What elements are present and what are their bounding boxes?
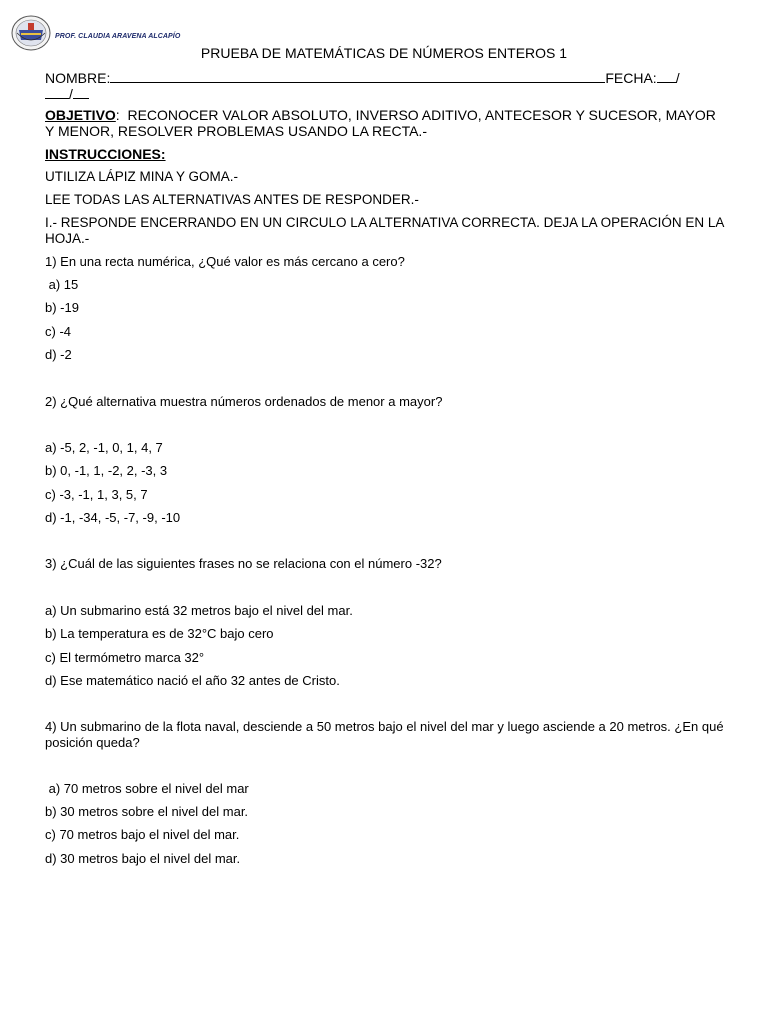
question-2-option-c[interactable]: c) -3, -1, 1, 3, 5, 7 <box>45 487 148 502</box>
date-year-blank[interactable] <box>73 86 89 99</box>
question-1-option-a[interactable]: a) 15 <box>45 277 79 292</box>
date-month-blank[interactable] <box>45 86 69 99</box>
question-3-option-d[interactable]: d) Ese matemático nació el año 32 antes de Cristo. <box>45 673 340 688</box>
date-separator: / <box>675 70 680 86</box>
name-label: NOMBRE: <box>45 70 111 86</box>
question-2-option-d[interactable]: d) -1, -34, -5, -7, -9, -10 <box>45 510 181 525</box>
date-label: FECHA: <box>605 70 657 86</box>
objective-text: RECONOCER VALOR ABSOLUTO, INVERSO ADITIVO, ANTECESOR Y SUCESOR, MAYOR Y MENOR, RESOLVER PROBLEMAS USANDO LA RECTA.- <box>45 107 720 139</box>
professor-name: PROF. CLAUDIA ARAVENA ALCAPÍO <box>55 33 181 40</box>
question-2-option-a[interactable]: a) -5, 2, -1, 0, 1, 4, 7 <box>45 440 163 455</box>
instruction-3: I.- RESPONDE ENCERRANDO EN UN CIRCULO LA ALTERNATIVA CORRECTA. DEJA LA OPERACIÓN EN LA HOJA.- <box>45 215 724 246</box>
question-4-option-c[interactable]: c) 70 metros bajo el nivel del mar. <box>45 827 240 842</box>
instructions-label: INSTRUCCIONES: <box>45 146 166 162</box>
question-4-option-d[interactable]: d) 30 metros bajo el nivel del mar. <box>45 851 241 866</box>
objective-block <box>45 107 725 139</box>
date-continuation-line <box>45 86 725 102</box>
question-1-option-c[interactable]: c) -4 <box>45 324 71 339</box>
name-date-line <box>45 70 725 86</box>
page-title: PRUEBA DE MATEMÁTICAS DE NÚMEROS ENTEROS 1 <box>200 45 568 61</box>
date-day-blank[interactable] <box>657 70 676 83</box>
question-2-option-b[interactable]: b) 0, -1, 1, -2, 2, -3, 3 <box>45 463 168 478</box>
objective-label: OBJETIVO <box>45 107 116 123</box>
question-4-option-b[interactable]: b) 30 metros sobre el nivel del mar. <box>45 804 249 819</box>
question-4: 4) Un submarino de la flota naval, desciende a 50 metros bajo el nivel del mar y luego asciende a 20 metros. ¿En qué posición queda? <box>45 719 724 750</box>
question-1-option-d[interactable]: d) -2 <box>45 347 72 362</box>
question-1: 1) En una recta numérica, ¿Qué valor es más cercano a cero? <box>45 254 405 269</box>
objective-colon: : <box>115 107 120 123</box>
date-separator: / <box>69 86 73 102</box>
question-3-option-b[interactable]: b) La temperatura es de 32°C bajo cero <box>45 626 274 641</box>
instruction-2: LEE TODAS LAS ALTERNATIVAS ANTES DE RESPONDER.- <box>45 192 419 207</box>
question-3: 3) ¿Cuál de las siguientes frases no se relaciona con el número -32? <box>45 556 442 571</box>
name-blank[interactable] <box>110 70 605 83</box>
question-3-option-c[interactable]: c) El termómetro marca 32° <box>45 650 205 665</box>
question-2: 2) ¿Qué alternativa muestra números ordenados de menor a mayor? <box>45 394 443 409</box>
question-1-option-b[interactable]: b) -19 <box>45 300 79 315</box>
instructions-heading <box>45 146 725 162</box>
instruction-1: UTILIZA LÁPIZ MINA Y GOMA.- <box>45 169 239 184</box>
question-4-option-a[interactable]: a) 70 metros sobre el nivel del mar <box>45 781 249 796</box>
question-3-option-a[interactable]: a) Un submarino está 32 metros bajo el nivel del mar. <box>45 603 353 618</box>
